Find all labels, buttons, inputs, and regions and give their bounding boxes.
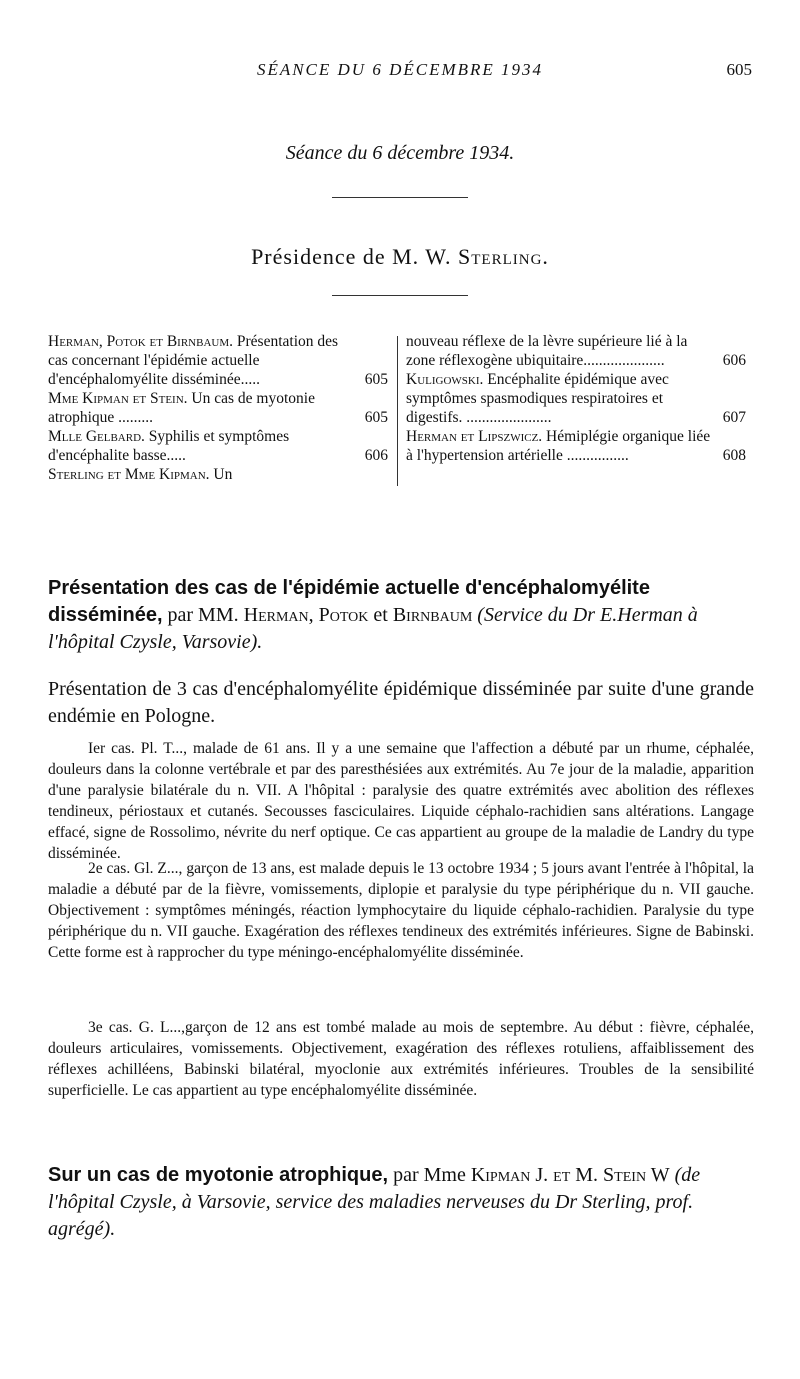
toc-title: Un [213, 466, 233, 483]
toc-right-column [406, 332, 746, 465]
divider-rule [332, 295, 468, 296]
toc-authors: Herman et Lipszwicz. [406, 428, 543, 445]
divider-rule [332, 197, 468, 198]
case-paragraph: 3e cas. G. L...,garçon de 12 ans est tombé malade au mois de septembre. Au début : fièvre, céphalée, douleurs articulaires, vomissements. Objectivement, exagération des réflexes rotuliens, affaiblissement des réflexes achilléens, Babinski bilatéral, myoclonie aux extrémités inférieures. Troubles de la sensibilité superficielle. Le cas appartient au type encéphalomyélite disséminée. [48, 1019, 754, 1099]
page-number: 605 [726, 60, 752, 79]
presidency-prefix: Présidence de M. W. [251, 244, 459, 269]
article-authors: Kipman J. et M. Stein W [470, 1164, 670, 1186]
toc-entry [406, 332, 746, 370]
toc-entry [48, 465, 388, 484]
article-author: Birnbaum [392, 604, 473, 626]
article-title-bold: Sur un cas de myotonie atrophique, [48, 1164, 389, 1186]
toc-title: Syphilis et symptômes d'encéphalite basse..... [48, 428, 290, 464]
toc-page: 605 [364, 409, 388, 426]
toc-entry [406, 370, 746, 427]
article-title-bold: Présentation des cas de l'épidémie actuelle d'encéphalomyélite disséminée, [48, 577, 650, 626]
toc-column-divider [397, 336, 398, 486]
toc-authors: Sterling et Mme Kipman. [48, 466, 210, 483]
case-paragraph: Ier cas. Pl. T..., malade de 61 ans. Il y a une semaine que l'affection a débuté par un rhume, céphalée, douleurs dans la colonne vertébrale et par des paresthésiées aux extrémités. Au 7e jour de la maladie, apparition d'une paralysie bilatérale du n. VII. A l'hôpital : paralysie des quatre extrémités avec abolition des réflexes tendineux, périostaux et cutanés. Secousses fasciculaires. Liquide céphalo-rachidien sans altérations. Langage effacé, signe de Rossolimo, névrite du nerf optique. Ce cas appartient au groupe de la maladie de Landry du type disséminée. [48, 740, 754, 862]
toc-title: Un cas de myotonie atrophique ......... [48, 390, 315, 426]
toc-page: 606 [364, 447, 388, 464]
article-title [48, 1162, 754, 1243]
toc-page: 608 [722, 447, 746, 464]
president-name: Sterling [458, 244, 543, 269]
running-head [0, 60, 800, 86]
toc-title: Présentation des cas concernant l'épidémie actuelle d'encéphalomyélite disséminée..... [48, 333, 339, 388]
toc-page: 605 [364, 371, 388, 388]
toc-left-column [48, 332, 388, 484]
running-title: SÉANCE DU 6 DÉCEMBRE 1934 [256, 60, 544, 79]
case-paragraph: 2e cas. Gl. Z..., garçon de 13 ans, est malade depuis le 13 octobre 1934 ; 5 jours avant l'entrée à l'hôpital, la maladie a débuté par de la fièvre, vomissements, diplopie et paralysie du type périphérique du n. VII gauche. Objectivement : symptômes méningés, réaction lymphocytaire du liquide céphalo-rachidien. Paralysie du type périphérique du n. VII gauche. Exagération des réflexes tendineux des extrémités inférieures. Signe de Babinski. Cette forme est à rapprocher du type méningo-encéphalomyélite disséminée. [48, 860, 754, 961]
toc-page: 606 [722, 352, 746, 369]
article-affiliation: (de l'hôpital Czysle, à Varsovie, service des maladies nerveuses du Dr Sterling, prof. agrégé). [48, 1164, 701, 1240]
article-title [48, 575, 754, 656]
presidency [0, 244, 800, 270]
toc-title: Encéphalite épidémique avec symptômes spasmodiques respiratoires et digestifs. ...................... [406, 371, 669, 426]
toc-authors: Herman, Potok et Birnbaum. [48, 333, 233, 350]
article-subtitle: Présentation de 3 cas d'encéphalomyélite épidémique disséminée par suite d'une grande endémie en Pologne. [48, 678, 754, 727]
toc-title: Hémiplégie organique liée à l'hypertension artérielle ................ [406, 428, 711, 464]
article-authors: Herman, Potok [243, 604, 369, 626]
article-by: par Mme [388, 1164, 471, 1186]
toc-entry [406, 427, 746, 465]
toc-authors: Mlle Gelbard. [48, 428, 145, 445]
toc-authors: Mme Kipman et Stein. [48, 390, 188, 407]
toc-page: 607 [722, 409, 746, 426]
presidency-suffix: . [542, 244, 549, 269]
toc-entry [48, 427, 388, 465]
article-and: et [368, 604, 393, 626]
toc-entry [48, 389, 388, 427]
toc-authors: Kuligowski. [406, 371, 484, 388]
toc-entry [48, 332, 388, 389]
toc-title: nouveau réflexe de la lèvre supérieure lié à la zone réflexogène ubiquitaire..................... [406, 333, 688, 369]
session-title: Séance du 6 décembre 1934. [285, 142, 515, 164]
article-by: par MM. [162, 604, 244, 626]
article-affiliation: (Service du Dr E.Herman à l'hôpital Czysle, Varsovie). [48, 604, 698, 653]
